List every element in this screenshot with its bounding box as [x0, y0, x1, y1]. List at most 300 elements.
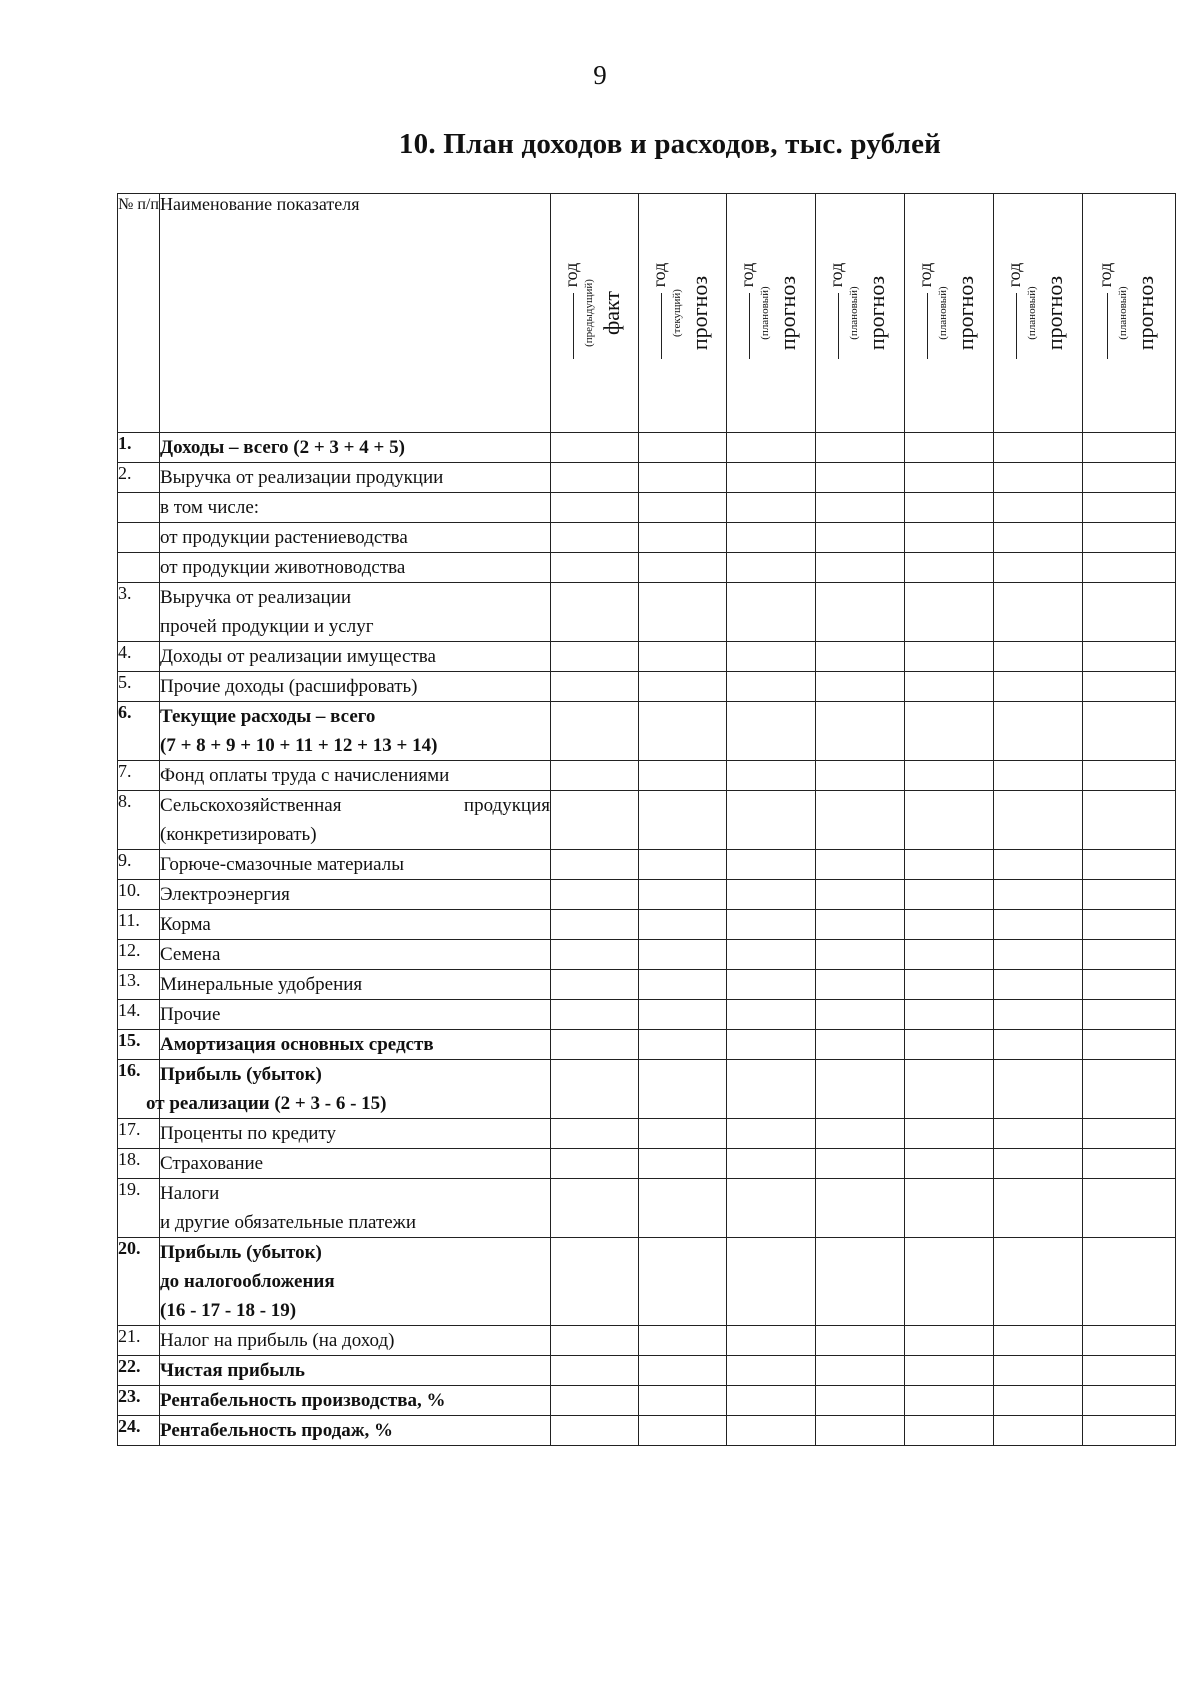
row-label: [160, 1386, 551, 1416]
value-cell[interactable]: [639, 910, 727, 940]
row-label-line: Прочие доходы (расшифровать): [160, 676, 418, 697]
value-cell[interactable]: [551, 463, 639, 493]
value-cell[interactable]: [994, 553, 1083, 583]
value-cell[interactable]: [551, 1119, 639, 1149]
value-cell[interactable]: [994, 1238, 1083, 1326]
row-number: 18.: [118, 1149, 160, 1179]
value-cell[interactable]: [905, 1119, 994, 1149]
value-cell[interactable]: [551, 702, 639, 761]
value-cell[interactable]: [727, 493, 816, 523]
row-label-line: Страхование: [160, 1153, 264, 1174]
value-cell[interactable]: [551, 1238, 639, 1326]
value-cell[interactable]: [816, 553, 905, 583]
value-cell[interactable]: [994, 672, 1083, 702]
value-cell[interactable]: [551, 1386, 639, 1416]
table-row: [118, 433, 1176, 463]
value-cell[interactable]: [816, 1386, 905, 1416]
value-cell[interactable]: [727, 761, 816, 791]
row-label-line: (7 + 8 + 9 + 10 + 11 + 12 + 13 + 14): [160, 735, 438, 756]
row-number: 20.: [118, 1238, 160, 1326]
value-cell[interactable]: [551, 493, 639, 523]
row-label-line: Минеральные удобрения: [160, 974, 363, 995]
value-cell[interactable]: [727, 791, 816, 850]
year-kind: (текущий): [670, 289, 683, 337]
row-label: [160, 433, 551, 463]
value-cell[interactable]: [639, 880, 727, 910]
value-cell[interactable]: [994, 1030, 1083, 1060]
value-cell[interactable]: [551, 1416, 639, 1446]
row-number: 23.: [118, 1386, 160, 1416]
value-cell[interactable]: [727, 1326, 816, 1356]
row-label-line: Прибыль (убыток): [160, 1064, 322, 1085]
value-cell[interactable]: [1083, 672, 1176, 702]
value-cell[interactable]: [1083, 910, 1176, 940]
value-cell[interactable]: [816, 1149, 905, 1179]
table-row: [118, 1386, 1176, 1416]
value-cell[interactable]: [905, 672, 994, 702]
value-cell[interactable]: [551, 583, 639, 642]
value-cell[interactable]: [816, 761, 905, 791]
value-cell[interactable]: [1083, 1416, 1176, 1446]
value-cell[interactable]: [551, 910, 639, 940]
value-cell[interactable]: [727, 910, 816, 940]
row-number: 14.: [118, 1000, 160, 1030]
value-cell[interactable]: [551, 433, 639, 463]
value-cell[interactable]: [905, 1356, 994, 1386]
row-label-part: Сельскохозяйственная: [160, 795, 342, 816]
value-cell[interactable]: [816, 1060, 905, 1119]
value-cell[interactable]: [905, 493, 994, 523]
year-status: прогноз: [775, 275, 800, 351]
value-cell[interactable]: [994, 1060, 1083, 1119]
value-cell[interactable]: [816, 523, 905, 553]
value-cell[interactable]: [551, 940, 639, 970]
year-kind: (плановый): [937, 286, 949, 340]
table-row: [118, 1119, 1176, 1149]
value-cell[interactable]: [727, 1238, 816, 1326]
value-cell[interactable]: [816, 583, 905, 642]
row-number: 3.: [118, 583, 160, 642]
column-header-year-7: [1083, 194, 1176, 433]
value-cell[interactable]: [639, 940, 727, 970]
value-cell[interactable]: [994, 791, 1083, 850]
value-cell[interactable]: [639, 1119, 727, 1149]
value-cell[interactable]: [1083, 1238, 1176, 1326]
value-cell[interactable]: [905, 1386, 994, 1416]
value-cell[interactable]: [551, 672, 639, 702]
value-cell[interactable]: [639, 463, 727, 493]
value-cell[interactable]: [994, 910, 1083, 940]
value-cell[interactable]: [1083, 463, 1176, 493]
row-label-line: Чистая прибыль: [160, 1360, 305, 1381]
value-cell[interactable]: [994, 880, 1083, 910]
value-cell[interactable]: [816, 791, 905, 850]
value-cell[interactable]: [994, 1179, 1083, 1238]
year-kind: (плановый): [1026, 286, 1038, 340]
value-cell[interactable]: [1083, 940, 1176, 970]
value-cell[interactable]: [551, 523, 639, 553]
table-row: [118, 1356, 1176, 1386]
value-cell[interactable]: [551, 1030, 639, 1060]
value-cell[interactable]: [816, 970, 905, 1000]
row-label-line: от реализации (2 + 3 - 6 - 15): [146, 1093, 387, 1114]
value-cell[interactable]: [639, 1060, 727, 1119]
value-cell[interactable]: [727, 583, 816, 642]
value-cell[interactable]: [727, 463, 816, 493]
value-cell[interactable]: [994, 523, 1083, 553]
row-label-line: Доходы от реализации имущества: [160, 646, 436, 667]
value-cell[interactable]: [1083, 761, 1176, 791]
value-cell[interactable]: [639, 791, 727, 850]
table-row: [118, 672, 1176, 702]
value-cell[interactable]: [551, 850, 639, 880]
value-cell[interactable]: [551, 642, 639, 672]
row-label: [160, 1416, 551, 1446]
value-cell[interactable]: [994, 1326, 1083, 1356]
value-cell[interactable]: [816, 702, 905, 761]
column-header-year-6: [994, 194, 1083, 433]
row-label-line: Корма: [160, 914, 211, 935]
value-cell[interactable]: [1083, 702, 1176, 761]
value-cell[interactable]: [639, 761, 727, 791]
value-cell[interactable]: [905, 463, 994, 493]
value-cell[interactable]: [1083, 523, 1176, 553]
row-label: [160, 1000, 551, 1030]
table-row: [118, 702, 1176, 761]
value-cell[interactable]: [727, 1030, 816, 1060]
row-label-line: (16 - 17 - 18 - 19): [160, 1300, 297, 1321]
value-cell[interactable]: [816, 1119, 905, 1149]
value-cell[interactable]: [994, 970, 1083, 1000]
value-cell[interactable]: [994, 1356, 1083, 1386]
value-cell[interactable]: [1083, 1386, 1176, 1416]
value-cell[interactable]: [1083, 791, 1176, 850]
row-number: 4.: [118, 642, 160, 672]
table-row: [118, 850, 1176, 880]
value-cell[interactable]: [816, 1326, 905, 1356]
value-cell[interactable]: [639, 1416, 727, 1446]
table-row: [118, 761, 1176, 791]
column-header-num: [118, 194, 160, 433]
value-cell[interactable]: [639, 1030, 727, 1060]
value-cell[interactable]: [816, 1238, 905, 1326]
value-cell[interactable]: [639, 523, 727, 553]
value-cell[interactable]: [905, 970, 994, 1000]
value-cell[interactable]: [551, 1000, 639, 1030]
value-cell[interactable]: [994, 940, 1083, 970]
value-cell[interactable]: [727, 1416, 816, 1446]
num-header-label: № п/п: [118, 196, 159, 213]
table-row: [118, 1326, 1176, 1356]
year-suffix: год: [648, 262, 669, 288]
value-cell[interactable]: [551, 1179, 639, 1238]
row-label: [160, 1179, 551, 1238]
value-cell[interactable]: [905, 940, 994, 970]
table-row: [118, 1238, 1176, 1326]
row-label: [160, 702, 551, 761]
value-cell[interactable]: [816, 910, 905, 940]
row-label: [160, 761, 551, 791]
value-cell[interactable]: [1083, 1119, 1176, 1149]
row-label-line: Проценты по кредиту: [160, 1123, 337, 1144]
table-row: [118, 1030, 1176, 1060]
value-cell[interactable]: [816, 1030, 905, 1060]
table-row: [118, 523, 1176, 553]
value-cell[interactable]: [639, 583, 727, 642]
value-cell[interactable]: [816, 642, 905, 672]
value-cell[interactable]: [994, 1386, 1083, 1416]
value-cell[interactable]: [639, 1238, 727, 1326]
value-cell[interactable]: [639, 1179, 727, 1238]
value-cell[interactable]: [727, 672, 816, 702]
value-cell[interactable]: [1083, 1030, 1176, 1060]
value-cell[interactable]: [727, 702, 816, 761]
value-cell[interactable]: [551, 1060, 639, 1119]
value-cell[interactable]: [905, 642, 994, 672]
row-label: [160, 850, 551, 880]
value-cell[interactable]: [727, 1060, 816, 1119]
row-label: [160, 1149, 551, 1179]
value-cell[interactable]: [727, 553, 816, 583]
value-cell[interactable]: [905, 1416, 994, 1446]
value-cell[interactable]: [905, 433, 994, 463]
value-cell[interactable]: [727, 433, 816, 463]
value-cell[interactable]: [727, 1386, 816, 1416]
value-cell[interactable]: [816, 433, 905, 463]
value-cell[interactable]: [551, 970, 639, 1000]
value-cell[interactable]: [639, 642, 727, 672]
row-label: [160, 970, 551, 1000]
value-cell[interactable]: [994, 433, 1083, 463]
value-cell[interactable]: [994, 761, 1083, 791]
table-row: [118, 1149, 1176, 1179]
row-label-line: Горюче-смазочные материалы: [160, 854, 405, 875]
value-cell[interactable]: [905, 583, 994, 642]
row-label-line: Выручка от реализации продукции: [160, 467, 444, 488]
value-cell[interactable]: [551, 1326, 639, 1356]
row-label: [160, 523, 551, 553]
column-header-year-2: [639, 194, 727, 433]
column-header-name: [160, 194, 551, 433]
year-status: прогноз: [864, 275, 889, 351]
value-cell[interactable]: [1083, 583, 1176, 642]
value-cell[interactable]: [639, 672, 727, 702]
row-number: 13.: [118, 970, 160, 1000]
table-row: [118, 1416, 1176, 1446]
value-cell[interactable]: [727, 523, 816, 553]
year-suffix: год: [560, 262, 581, 288]
value-cell[interactable]: [905, 1179, 994, 1238]
page-title: 10. План доходов и расходов, тыс. рублей: [398, 128, 942, 160]
row-number: 11.: [118, 910, 160, 940]
value-cell[interactable]: [727, 1000, 816, 1030]
table-row: [118, 880, 1176, 910]
row-label-line: от продукции животноводства: [160, 557, 406, 578]
value-cell[interactable]: [1083, 553, 1176, 583]
year-kind: (плановый): [759, 286, 771, 340]
value-cell[interactable]: [639, 1000, 727, 1030]
value-cell[interactable]: [816, 493, 905, 523]
row-label-line: Рентабельность продаж, %: [160, 1420, 394, 1441]
value-cell[interactable]: [727, 850, 816, 880]
value-cell[interactable]: [816, 850, 905, 880]
value-cell[interactable]: [994, 1000, 1083, 1030]
value-cell[interactable]: [727, 1149, 816, 1179]
value-cell[interactable]: [1083, 1179, 1176, 1238]
column-header-year-4: [816, 194, 905, 433]
year-kind: (предыдущий): [582, 279, 595, 347]
table-header-row: [118, 194, 1176, 433]
value-cell[interactable]: [816, 940, 905, 970]
value-cell[interactable]: [639, 1326, 727, 1356]
value-cell[interactable]: [905, 791, 994, 850]
value-cell[interactable]: [1083, 1000, 1176, 1030]
value-cell[interactable]: [994, 463, 1083, 493]
value-cell[interactable]: [905, 553, 994, 583]
row-label-line: Прочие: [160, 1004, 221, 1025]
row-label: [160, 940, 551, 970]
value-cell[interactable]: [1083, 1060, 1176, 1119]
value-cell[interactable]: [994, 1416, 1083, 1446]
row-label: [160, 672, 551, 702]
value-cell[interactable]: [639, 1356, 727, 1386]
value-cell[interactable]: [905, 761, 994, 791]
row-number: 9.: [118, 850, 160, 880]
value-cell[interactable]: [727, 1179, 816, 1238]
row-label-line: Текущие расходы – всего: [160, 706, 376, 727]
row-label: [160, 463, 551, 493]
value-cell[interactable]: [816, 1416, 905, 1446]
value-cell[interactable]: [727, 970, 816, 1000]
value-cell[interactable]: [551, 761, 639, 791]
value-cell[interactable]: [816, 463, 905, 493]
row-label: [160, 791, 551, 850]
value-cell[interactable]: [1083, 880, 1176, 910]
value-cell[interactable]: [551, 880, 639, 910]
row-label-line: Налоги: [160, 1183, 220, 1204]
row-number: 17.: [118, 1119, 160, 1149]
value-cell[interactable]: [816, 880, 905, 910]
value-cell[interactable]: [994, 850, 1083, 880]
value-cell[interactable]: [905, 523, 994, 553]
value-cell[interactable]: [905, 1238, 994, 1326]
value-cell[interactable]: [639, 702, 727, 761]
row-label-line: до налогообложения: [160, 1271, 335, 1292]
table-row: [118, 553, 1176, 583]
row-number: 6.: [118, 702, 160, 761]
row-number: [118, 523, 160, 553]
row-label: [146, 1060, 551, 1119]
value-cell[interactable]: [994, 493, 1083, 523]
value-cell[interactable]: [551, 553, 639, 583]
value-cell[interactable]: [639, 850, 727, 880]
year-suffix: год: [1004, 262, 1024, 288]
value-cell[interactable]: [994, 642, 1083, 672]
value-cell[interactable]: [639, 970, 727, 1000]
value-cell[interactable]: [905, 1149, 994, 1179]
row-number: 7.: [118, 761, 160, 791]
value-cell[interactable]: [639, 493, 727, 523]
row-label: [160, 1030, 551, 1060]
row-label-line: от продукции растениеводства: [160, 527, 408, 548]
column-header-year-5: [905, 194, 994, 433]
table-row: [118, 1179, 1176, 1238]
value-cell[interactable]: [727, 1119, 816, 1149]
value-cell[interactable]: [727, 940, 816, 970]
value-cell[interactable]: [727, 1356, 816, 1386]
value-cell[interactable]: [639, 553, 727, 583]
value-cell[interactable]: [1083, 1356, 1176, 1386]
value-cell[interactable]: [905, 702, 994, 761]
value-cell[interactable]: [905, 850, 994, 880]
value-cell[interactable]: [905, 1030, 994, 1060]
row-number: 2.: [118, 463, 160, 493]
value-cell[interactable]: [1083, 1326, 1176, 1356]
value-cell[interactable]: [994, 583, 1083, 642]
value-cell[interactable]: [1083, 970, 1176, 1000]
value-cell[interactable]: [551, 1356, 639, 1386]
row-label-line: и другие обязательные платежи: [160, 1212, 416, 1233]
value-cell[interactable]: [551, 791, 639, 850]
value-cell[interactable]: [1083, 433, 1176, 463]
table-row: [118, 791, 1176, 850]
row-number: 8.: [118, 791, 160, 850]
row-label-line: Выручка от реализации: [160, 587, 352, 608]
value-cell[interactable]: [994, 1119, 1083, 1149]
value-cell[interactable]: [816, 1179, 905, 1238]
value-cell[interactable]: [727, 642, 816, 672]
row-number: 15.: [118, 1030, 160, 1060]
row-label: [160, 583, 551, 642]
value-cell[interactable]: [905, 1060, 994, 1119]
table-row: [118, 583, 1176, 642]
value-cell[interactable]: [994, 1149, 1083, 1179]
table-row: [118, 642, 1176, 672]
year-status: прогноз: [953, 275, 978, 351]
value-cell[interactable]: [816, 1356, 905, 1386]
row-label-line: Фонд оплаты труда с начислениями: [160, 765, 450, 786]
value-cell[interactable]: [639, 1386, 727, 1416]
row-label-line: Семена: [160, 944, 221, 965]
table-row: [118, 910, 1176, 940]
value-cell[interactable]: [816, 672, 905, 702]
value-cell[interactable]: [905, 910, 994, 940]
row-number: [118, 553, 160, 583]
row-label-line: Налог на прибыль (на доход): [160, 1330, 395, 1351]
table-row: [118, 493, 1176, 523]
year-suffix: год: [1095, 262, 1115, 288]
value-cell[interactable]: [727, 880, 816, 910]
column-header-year-3: [727, 194, 816, 433]
value-cell[interactable]: [994, 702, 1083, 761]
value-cell[interactable]: [1083, 850, 1176, 880]
value-cell[interactable]: [639, 433, 727, 463]
value-cell[interactable]: [1083, 1149, 1176, 1179]
value-cell[interactable]: [905, 1326, 994, 1356]
value-cell[interactable]: [905, 880, 994, 910]
value-cell[interactable]: [639, 1149, 727, 1179]
value-cell[interactable]: [551, 1149, 639, 1179]
value-cell[interactable]: [816, 1000, 905, 1030]
year-status: прогноз: [1042, 275, 1067, 351]
value-cell[interactable]: [1083, 493, 1176, 523]
value-cell[interactable]: [905, 1000, 994, 1030]
name-header-label: Наименование показателя: [160, 194, 360, 214]
year-suffix: год: [826, 262, 846, 288]
row-label-part: продукция: [463, 795, 550, 816]
value-cell[interactable]: [1083, 642, 1176, 672]
row-number: 10.: [118, 880, 160, 910]
